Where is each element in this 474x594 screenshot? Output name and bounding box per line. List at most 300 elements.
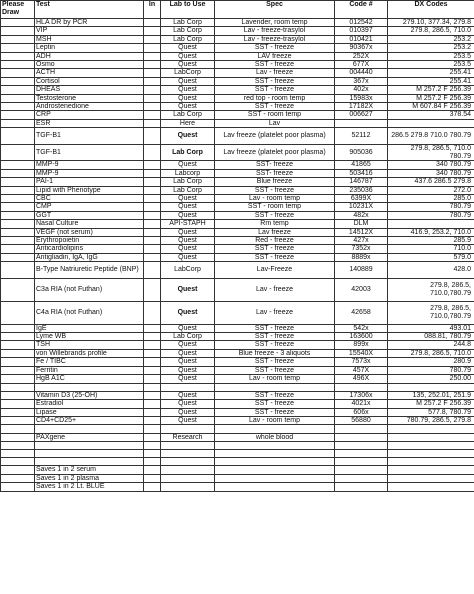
dx-codes-cell: 780.79, 286.5, 279.8 xyxy=(388,416,474,424)
test-name-cell: TGF-B1 xyxy=(35,128,144,145)
test-name-cell: ADH xyxy=(35,52,144,60)
in-cell[interactable] xyxy=(144,69,161,77)
table-row xyxy=(1,169,474,177)
dx-codes-cell xyxy=(388,483,474,491)
lab-cell xyxy=(161,425,215,433)
spec-cell: Lav freeze xyxy=(215,228,335,236)
dx-codes-cell: 279.10, 377.34, 279.8 xyxy=(388,19,474,27)
lab-to-use-header: Lab to Use xyxy=(161,1,215,19)
in-cell[interactable] xyxy=(144,77,161,85)
spec-cell xyxy=(215,383,335,391)
lab-cell: Quest xyxy=(161,194,215,202)
in-cell[interactable] xyxy=(144,341,161,349)
in-cell[interactable] xyxy=(144,52,161,60)
table-row xyxy=(1,19,474,27)
spec-cell: SST - freeze xyxy=(215,341,335,349)
please-draw-cell[interactable] xyxy=(1,416,35,424)
in-cell[interactable] xyxy=(144,349,161,357)
table-row xyxy=(1,27,474,35)
please-draw-cell[interactable] xyxy=(1,366,35,374)
code-cell: 252X xyxy=(335,52,388,60)
dx-codes-cell: 286.5 279.8 710.0 780.79 xyxy=(388,128,474,145)
please-draw-cell[interactable] xyxy=(1,383,35,391)
in-cell[interactable] xyxy=(144,400,161,408)
code-cell: 427x xyxy=(335,236,388,244)
table-row xyxy=(1,349,474,357)
dx-codes-cell: 253.5 xyxy=(388,61,474,69)
please-draw-cell[interactable] xyxy=(1,324,35,332)
dx-codes-cell: 780.79 xyxy=(388,211,474,219)
dx-codes-cell: 279.8, 286.5, 710.0 780.79 xyxy=(388,144,474,161)
in-cell[interactable] xyxy=(144,111,161,119)
lab-cell: Quest xyxy=(161,211,215,219)
code-cell: 012542 xyxy=(335,19,388,27)
in-cell[interactable] xyxy=(144,458,161,466)
test-name-cell: B-Type Natriuretic Peptide (BNP) xyxy=(35,262,144,279)
test-name-cell: Estradiol xyxy=(35,400,144,408)
spec-cell: Rm temp xyxy=(215,220,335,228)
table-row xyxy=(1,144,474,161)
code-cell: 42003 xyxy=(335,278,388,301)
dx-codes-cell: 279.8, 286.5, 710.0 xyxy=(388,349,474,357)
lab-cell: Lab Corp xyxy=(161,111,215,119)
lab-cell xyxy=(161,458,215,466)
code-cell: 542x xyxy=(335,324,388,332)
in-cell[interactable] xyxy=(144,94,161,102)
lab-cell xyxy=(161,483,215,491)
please-draw-cell[interactable] xyxy=(1,349,35,357)
please-draw-cell[interactable] xyxy=(1,400,35,408)
please-draw-cell[interactable] xyxy=(1,169,35,177)
in-cell[interactable] xyxy=(144,333,161,341)
in-cell[interactable] xyxy=(144,103,161,111)
dx-codes-cell xyxy=(388,466,474,474)
please-draw-cell[interactable] xyxy=(1,119,35,127)
lab-cell xyxy=(161,450,215,458)
code-cell: 17182X xyxy=(335,103,388,111)
lab-cell: LabCorp xyxy=(161,262,215,279)
code-cell: 4021x xyxy=(335,400,388,408)
in-cell[interactable] xyxy=(144,27,161,35)
spec-cell: Lav-Freeze xyxy=(215,262,335,279)
spec-cell: SST - freeze xyxy=(215,408,335,416)
lab-cell: Quest xyxy=(161,161,215,169)
lab-cell: Quest xyxy=(161,236,215,244)
test-name-cell: GGT xyxy=(35,211,144,219)
please-draw-cell[interactable] xyxy=(1,458,35,466)
in-cell[interactable] xyxy=(144,408,161,416)
code-cell: 42658 xyxy=(335,301,388,324)
test-name-cell: von Willebrands profile xyxy=(35,349,144,357)
please-draw-cell[interactable] xyxy=(1,450,35,458)
code-cell xyxy=(335,119,388,127)
code-cell: 163600 xyxy=(335,333,388,341)
spec-cell xyxy=(215,483,335,491)
code-cell xyxy=(335,483,388,491)
in-cell[interactable] xyxy=(144,366,161,374)
lab-cell: Quest xyxy=(161,103,215,111)
dx-codes-cell: 255.41 xyxy=(388,69,474,77)
please-draw-cell[interactable] xyxy=(1,19,35,27)
in-cell[interactable] xyxy=(144,211,161,219)
lab-cell: Quest xyxy=(161,349,215,357)
code-cell: 146787 xyxy=(335,178,388,186)
test-name-cell: MSH xyxy=(35,35,144,43)
test-name-cell: Osmo xyxy=(35,61,144,69)
dx-codes-cell xyxy=(388,441,474,449)
spec-cell: SST - freeze xyxy=(215,211,335,219)
spec-cell: SST - freeze xyxy=(215,333,335,341)
spec-cell: Lav - room temp xyxy=(215,416,335,424)
lab-cell xyxy=(161,474,215,482)
table-row xyxy=(1,441,474,449)
spec-cell: Lavender, room temp xyxy=(215,19,335,27)
dx-codes-cell: 428.0 xyxy=(388,262,474,279)
code-cell: 7573x xyxy=(335,358,388,366)
spec-cell: Lav freeze (platelet poor plasma) xyxy=(215,128,335,145)
test-name-cell xyxy=(35,458,144,466)
please-draw-cell[interactable] xyxy=(1,228,35,236)
table-row xyxy=(1,128,474,145)
spec-cell: SST - freeze xyxy=(215,391,335,399)
in-cell[interactable] xyxy=(144,86,161,94)
table-row xyxy=(1,366,474,374)
please-draw-cell[interactable] xyxy=(1,194,35,202)
dx-codes-cell: 279.8, 286.5, 710.0,780.79 xyxy=(388,278,474,301)
in-cell[interactable] xyxy=(144,203,161,211)
lab-cell: Quest xyxy=(161,203,215,211)
lab-cell: Lab Corp xyxy=(161,35,215,43)
please-draw-cell[interactable] xyxy=(1,103,35,111)
lab-cell: Quest xyxy=(161,324,215,332)
spec-cell: SST - freeze xyxy=(215,358,335,366)
please-draw-cell[interactable] xyxy=(1,69,35,77)
spec-cell: SST - freeze xyxy=(215,253,335,261)
please-draw-cell[interactable] xyxy=(1,161,35,169)
please-draw-cell[interactable] xyxy=(1,35,35,43)
in-cell[interactable] xyxy=(144,474,161,482)
in-cell[interactable] xyxy=(144,128,161,145)
table-row xyxy=(1,301,474,324)
in-cell[interactable] xyxy=(144,19,161,27)
table-row xyxy=(1,458,474,466)
please-draw-cell[interactable] xyxy=(1,341,35,349)
dx-codes-cell: 579.0 xyxy=(388,253,474,261)
dx-codes-cell: M 257.2 F 256.39 xyxy=(388,400,474,408)
code-cell: 899x xyxy=(335,341,388,349)
dx-codes-cell: 279.8, 286.5, 710.0 xyxy=(388,27,474,35)
spec-cell: Lav - freeze-trasylol xyxy=(215,35,335,43)
please-draw-cell[interactable] xyxy=(1,52,35,60)
lab-cell: Lab Corp xyxy=(161,19,215,27)
spec-cell: Lav - freeze xyxy=(215,278,335,301)
table-row xyxy=(1,69,474,77)
in-cell[interactable] xyxy=(144,416,161,424)
table-row xyxy=(1,425,474,433)
in-cell[interactable] xyxy=(144,161,161,169)
table-row xyxy=(1,119,474,127)
spec-cell xyxy=(215,466,335,474)
code-cell: 402x xyxy=(335,86,388,94)
in-cell[interactable] xyxy=(144,425,161,433)
table-row xyxy=(1,94,474,102)
table-row xyxy=(1,278,474,301)
table-row xyxy=(1,450,474,458)
code-cell: 17306x xyxy=(335,391,388,399)
spec-cell: SST - freeze xyxy=(215,86,335,94)
please-draw-cell[interactable] xyxy=(1,27,35,35)
code-cell xyxy=(335,458,388,466)
please-draw-cell[interactable] xyxy=(1,253,35,261)
lab-cell: LabCorp xyxy=(161,69,215,77)
dx-codes-cell: 710.0 xyxy=(388,245,474,253)
please-draw-cell[interactable] xyxy=(1,203,35,211)
code-cell: 004440 xyxy=(335,69,388,77)
in-cell[interactable] xyxy=(144,383,161,391)
dx-codes-cell: 378.54 xyxy=(388,111,474,119)
please-draw-cell[interactable] xyxy=(1,86,35,94)
code-cell: 15540X xyxy=(335,349,388,357)
please-draw-cell[interactable] xyxy=(1,128,35,145)
please-draw-cell[interactable] xyxy=(1,178,35,186)
table-row xyxy=(1,341,474,349)
table-row xyxy=(1,416,474,424)
table-row xyxy=(1,35,474,43)
in-cell[interactable] xyxy=(144,391,161,399)
code-cell: 140889 xyxy=(335,262,388,279)
lab-cell: Labcorp xyxy=(161,169,215,177)
in-cell[interactable] xyxy=(144,324,161,332)
test-name-cell xyxy=(35,450,144,458)
test-name-cell: Erythropoietin xyxy=(35,236,144,244)
spec-cell xyxy=(215,425,335,433)
in-cell[interactable] xyxy=(144,441,161,449)
table-row xyxy=(1,324,474,332)
spec-cell: SST - freeze xyxy=(215,77,335,85)
lab-cell: Quest xyxy=(161,375,215,383)
please-draw-cell[interactable] xyxy=(1,483,35,491)
please-draw-cell[interactable] xyxy=(1,220,35,228)
test-name-cell: Testosterone xyxy=(35,94,144,102)
in-cell[interactable] xyxy=(144,278,161,301)
table-row xyxy=(1,178,474,186)
test-name-cell: HgB A1C xyxy=(35,375,144,383)
table-row xyxy=(1,111,474,119)
dx-codes-cell: 244.8 xyxy=(388,341,474,349)
test-name-cell: DHEAS xyxy=(35,86,144,94)
in-cell[interactable] xyxy=(144,301,161,324)
test-name-cell: Lipid with Phenotype xyxy=(35,186,144,194)
dx-codes-cell: 088.81, 780.79 xyxy=(388,333,474,341)
spec-cell: Blue freeze - 3 aliquots xyxy=(215,349,335,357)
in-cell[interactable] xyxy=(144,483,161,491)
please-draw-cell[interactable] xyxy=(1,441,35,449)
in-cell[interactable] xyxy=(144,144,161,161)
dx-codes-cell xyxy=(388,425,474,433)
spec-header: Spec xyxy=(215,1,335,19)
code-cell: 496X xyxy=(335,375,388,383)
lab-cell: Quest xyxy=(161,245,215,253)
test-name-cell: C3a RIA (not Futhan) xyxy=(35,278,144,301)
please-draw-cell[interactable] xyxy=(1,333,35,341)
in-cell[interactable] xyxy=(144,236,161,244)
spec-cell: SST- freeze xyxy=(215,161,335,169)
table-row xyxy=(1,236,474,244)
lab-cell: Lab Corp xyxy=(161,27,215,35)
please-draw-cell[interactable] xyxy=(1,211,35,219)
please-draw-cell[interactable] xyxy=(1,425,35,433)
spec-cell: SST - freeze xyxy=(215,103,335,111)
in-cell[interactable] xyxy=(144,61,161,69)
table-row xyxy=(1,211,474,219)
test-name-cell: PAXgene xyxy=(35,433,144,441)
dx-codes-cell: 253.2 xyxy=(388,44,474,52)
in-cell[interactable] xyxy=(144,220,161,228)
table-row xyxy=(1,44,474,52)
code-cell: 010421 xyxy=(335,35,388,43)
test-name-cell xyxy=(35,425,144,433)
dx-codes-cell xyxy=(388,450,474,458)
in-cell[interactable] xyxy=(144,169,161,177)
table-row xyxy=(1,194,474,202)
in-cell[interactable] xyxy=(144,262,161,279)
dx-codes-cell xyxy=(388,383,474,391)
lab-cell: Here xyxy=(161,119,215,127)
please-draw-cell[interactable] xyxy=(1,278,35,301)
lab-cell: Quest xyxy=(161,391,215,399)
spec-cell xyxy=(215,450,335,458)
dx-codes-cell xyxy=(388,433,474,441)
please-draw-cell[interactable] xyxy=(1,236,35,244)
please-draw-cell[interactable] xyxy=(1,144,35,161)
test-name-cell: Leptin xyxy=(35,44,144,52)
test-name-cell: MMP-9 xyxy=(35,161,144,169)
table-row xyxy=(1,245,474,253)
please-draw-cell[interactable] xyxy=(1,375,35,383)
table-row xyxy=(1,433,474,441)
code-cell xyxy=(335,383,388,391)
spec-cell: SST- freeze xyxy=(215,169,335,177)
in-cell[interactable] xyxy=(144,450,161,458)
spec-cell: Blue freeze xyxy=(215,178,335,186)
code-cell: 457X xyxy=(335,366,388,374)
test-header: Test xyxy=(35,1,144,19)
table-row xyxy=(1,383,474,391)
lab-cell: Quest xyxy=(161,400,215,408)
please-draw-cell[interactable] xyxy=(1,262,35,279)
test-name-cell: ESR xyxy=(35,119,144,127)
table-row xyxy=(1,228,474,236)
in-cell[interactable] xyxy=(144,466,161,474)
test-name-cell: Saves 1 in 2 plasma xyxy=(35,474,144,482)
table-row xyxy=(1,103,474,111)
test-name-cell: PAI-1 xyxy=(35,178,144,186)
please-draw-cell[interactable] xyxy=(1,466,35,474)
dx-codes-cell: M 257.2 F 256.39 xyxy=(388,94,474,102)
please-draw-cell[interactable] xyxy=(1,186,35,194)
spec-cell: Red - freeze xyxy=(215,236,335,244)
in-cell[interactable] xyxy=(144,245,161,253)
please-draw-cell[interactable] xyxy=(1,245,35,253)
spec-cell: SST - freeze xyxy=(215,61,335,69)
spec-cell: LAV freeze xyxy=(215,52,335,60)
lab-cell: Lab Corp xyxy=(161,178,215,186)
table-row xyxy=(1,408,474,416)
test-name-cell: CRP xyxy=(35,111,144,119)
dx-codes-cell: 437.6 286.5 279.8 xyxy=(388,178,474,186)
dx-codes-cell: 135, 252.01, 251.9 xyxy=(388,391,474,399)
spec-cell: Lav - freeze-trasylol xyxy=(215,27,335,35)
please-draw-cell[interactable] xyxy=(1,408,35,416)
in-cell[interactable] xyxy=(144,186,161,194)
table-row xyxy=(1,220,474,228)
in-cell[interactable] xyxy=(144,178,161,186)
please-draw-cell[interactable] xyxy=(1,301,35,324)
table-row xyxy=(1,400,474,408)
in-cell[interactable] xyxy=(144,228,161,236)
please-draw-cell[interactable] xyxy=(1,77,35,85)
dx-codes-cell: 780.79 xyxy=(388,203,474,211)
table-row xyxy=(1,474,474,482)
code-cell: 677X xyxy=(335,61,388,69)
lab-cell: Quest xyxy=(161,253,215,261)
code-cell: 41865 xyxy=(335,161,388,169)
please-draw-cell[interactable] xyxy=(1,358,35,366)
please-draw-cell[interactable] xyxy=(1,111,35,119)
spec-cell: Lav freeze (platelet poor plasma) xyxy=(215,144,335,161)
in-cell[interactable] xyxy=(144,35,161,43)
please-draw-cell[interactable] xyxy=(1,94,35,102)
in-cell[interactable] xyxy=(144,253,161,261)
code-cell xyxy=(335,450,388,458)
please-draw-cell[interactable] xyxy=(1,474,35,482)
table-row xyxy=(1,61,474,69)
lab-cell: Quest xyxy=(161,61,215,69)
table-row xyxy=(1,391,474,399)
test-name-cell: Saves 1 in 2 serum xyxy=(35,466,144,474)
dx-codes-cell: 780.79 xyxy=(388,366,474,374)
spec-cell: red top - room temp xyxy=(215,94,335,102)
please-draw-cell[interactable] xyxy=(1,61,35,69)
code-cell: 235036 xyxy=(335,186,388,194)
in-cell[interactable] xyxy=(144,119,161,127)
code-cell xyxy=(335,466,388,474)
in-cell[interactable] xyxy=(144,433,161,441)
code-cell xyxy=(335,474,388,482)
code-cell: 8889x xyxy=(335,253,388,261)
please-draw-header: Please Draw xyxy=(1,1,35,19)
spec-cell: SST - freeze xyxy=(215,324,335,332)
code-header: Code # xyxy=(335,1,388,19)
dx-codes-header: DX Codes xyxy=(388,1,474,19)
lab-cell: Quest xyxy=(161,44,215,52)
in-cell[interactable] xyxy=(144,358,161,366)
table-row xyxy=(1,358,474,366)
please-draw-cell[interactable] xyxy=(1,433,35,441)
code-cell: 90367x xyxy=(335,44,388,52)
in-cell[interactable] xyxy=(144,375,161,383)
in-cell[interactable] xyxy=(144,194,161,202)
code-cell: 10231X xyxy=(335,203,388,211)
spec-cell: Lav xyxy=(215,119,335,127)
in-cell[interactable] xyxy=(144,44,161,52)
code-cell: 6399X xyxy=(335,194,388,202)
please-draw-cell[interactable] xyxy=(1,391,35,399)
spec-cell: Lav - room temp xyxy=(215,375,335,383)
dx-codes-cell: 493.01 xyxy=(388,324,474,332)
please-draw-cell[interactable] xyxy=(1,44,35,52)
dx-codes-cell: 255.41 xyxy=(388,77,474,85)
